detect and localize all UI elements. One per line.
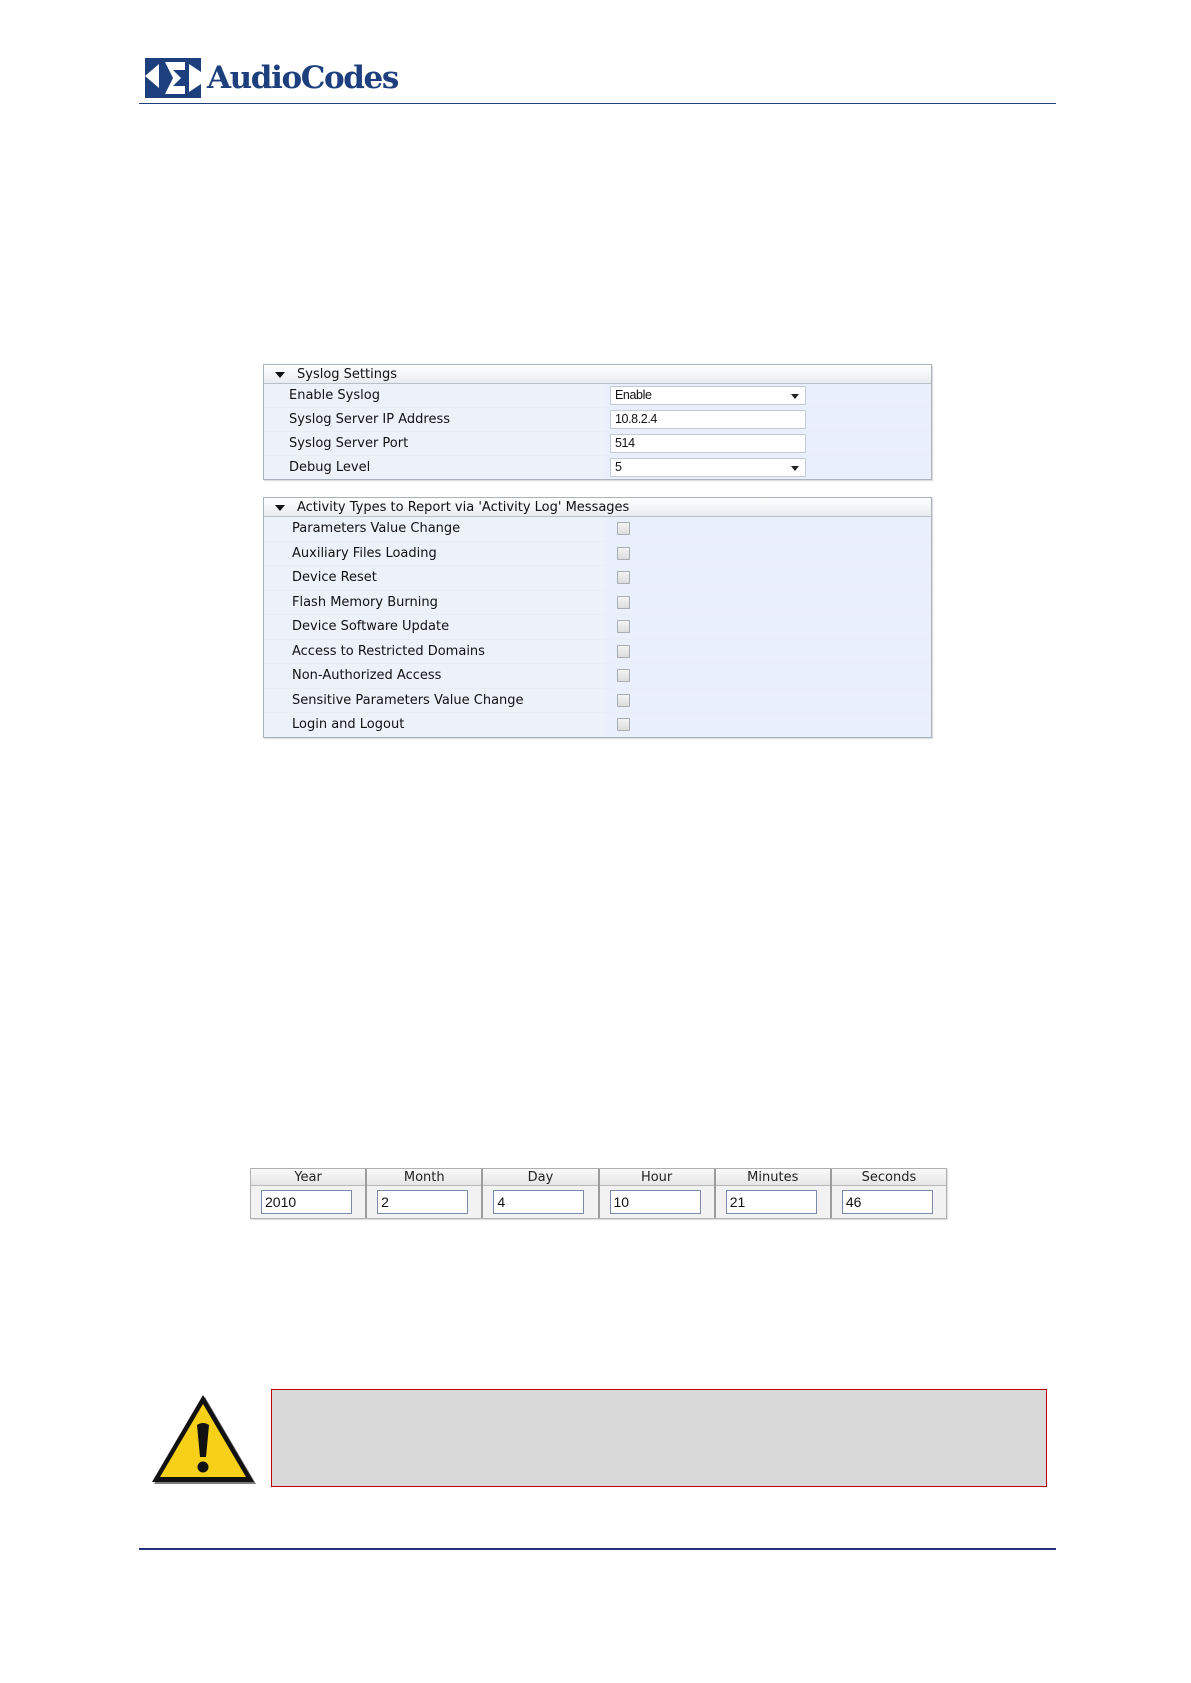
flash-memory-burning-checkbox[interactable] <box>617 596 630 609</box>
activity-row <box>264 566 931 591</box>
note-box <box>271 1389 1047 1487</box>
month-header: Month <box>367 1169 481 1186</box>
footer-divider <box>139 1548 1056 1550</box>
activity-types-title: Activity Types to Report via 'Activity Log' Messages <box>297 500 630 515</box>
collapse-triangle-icon[interactable] <box>275 505 285 511</box>
syslog-server-port-input[interactable]: 514 <box>610 434 806 453</box>
activity-row <box>264 615 931 640</box>
activity-row <box>264 542 931 567</box>
activity-row <box>264 591 931 616</box>
access-restricted-domains-checkbox[interactable] <box>617 645 630 658</box>
activity-label: Sensitive Parameters Value Change <box>292 692 524 708</box>
hour-input[interactable]: 10 <box>610 1190 701 1214</box>
year-header: Year <box>251 1169 365 1186</box>
syslog-server-port-row <box>264 432 931 456</box>
activity-label: Device Reset <box>292 570 377 585</box>
activity-label: Flash Memory Burning <box>292 594 438 610</box>
month-column <box>367 1169 483 1218</box>
year-column <box>251 1169 367 1218</box>
debug-level-row <box>264 456 931 479</box>
activity-label: Non-Authorized Access <box>292 668 442 683</box>
activity-label: Parameters Value Change <box>292 521 461 536</box>
enable-syslog-row <box>264 384 931 408</box>
syslog-server-ip-row <box>264 408 931 432</box>
activity-label: Auxiliary Files Loading <box>292 545 437 561</box>
debug-level-value: 5 <box>615 460 622 474</box>
audiocodes-logo-icon <box>145 58 201 98</box>
audiocodes-logo <box>145 57 398 99</box>
syslog-settings-panel <box>263 364 932 480</box>
dropdown-arrow-icon[interactable] <box>791 466 799 471</box>
day-input[interactable]: 4 <box>493 1190 584 1214</box>
auxiliary-files-loading-checkbox[interactable] <box>617 547 630 560</box>
activity-types-header[interactable] <box>264 498 931 517</box>
month-input[interactable]: 2 <box>377 1190 468 1214</box>
enable-syslog-label: Enable Syslog <box>289 388 380 403</box>
year-input[interactable]: 2010 <box>261 1190 352 1214</box>
warning-icon <box>148 1391 258 1486</box>
activity-types-panel <box>263 497 932 738</box>
date-time-table <box>250 1168 947 1219</box>
syslog-settings-title: Syslog Settings <box>297 367 397 382</box>
debug-level-label: Debug Level <box>289 460 371 475</box>
seconds-header: Seconds <box>832 1169 946 1186</box>
enable-syslog-value: Enable <box>615 388 652 402</box>
day-column <box>483 1169 599 1218</box>
syslog-server-ip-label: Syslog Server IP Address <box>289 412 451 427</box>
minutes-header: Minutes <box>716 1169 830 1186</box>
sensitive-parameters-checkbox[interactable] <box>617 694 630 707</box>
activity-row <box>264 689 931 714</box>
device-reset-checkbox[interactable] <box>617 571 630 584</box>
activity-row <box>264 713 931 737</box>
syslog-settings-header[interactable] <box>264 365 931 384</box>
hour-header: Hour <box>600 1169 714 1186</box>
dropdown-arrow-icon[interactable] <box>791 394 799 399</box>
hour-column <box>600 1169 716 1218</box>
logo-wordmark: AudioCodes <box>207 60 398 96</box>
activity-row <box>264 640 931 665</box>
syslog-server-ip-input[interactable]: 10.8.2.4 <box>610 410 806 429</box>
activity-row <box>264 517 931 542</box>
header-divider <box>139 103 1056 104</box>
minutes-column <box>716 1169 832 1218</box>
enable-syslog-select[interactable] <box>610 386 806 405</box>
activity-label: Access to Restricted Domains <box>292 643 485 659</box>
activity-row <box>264 664 931 689</box>
day-header: Day <box>483 1169 597 1186</box>
minutes-input[interactable]: 21 <box>726 1190 817 1214</box>
login-logout-checkbox[interactable] <box>617 718 630 731</box>
collapse-triangle-icon[interactable] <box>275 372 285 378</box>
syslog-server-port-label: Syslog Server Port <box>289 436 409 451</box>
seconds-column <box>832 1169 946 1218</box>
device-software-update-checkbox[interactable] <box>617 620 630 633</box>
seconds-input[interactable]: 46 <box>842 1190 933 1214</box>
activity-label: Login and Logout <box>292 717 405 732</box>
parameters-value-change-checkbox[interactable] <box>617 522 630 535</box>
debug-level-select[interactable] <box>610 458 806 477</box>
non-authorized-access-checkbox[interactable] <box>617 669 630 682</box>
activity-label: Device Software Update <box>292 619 450 634</box>
